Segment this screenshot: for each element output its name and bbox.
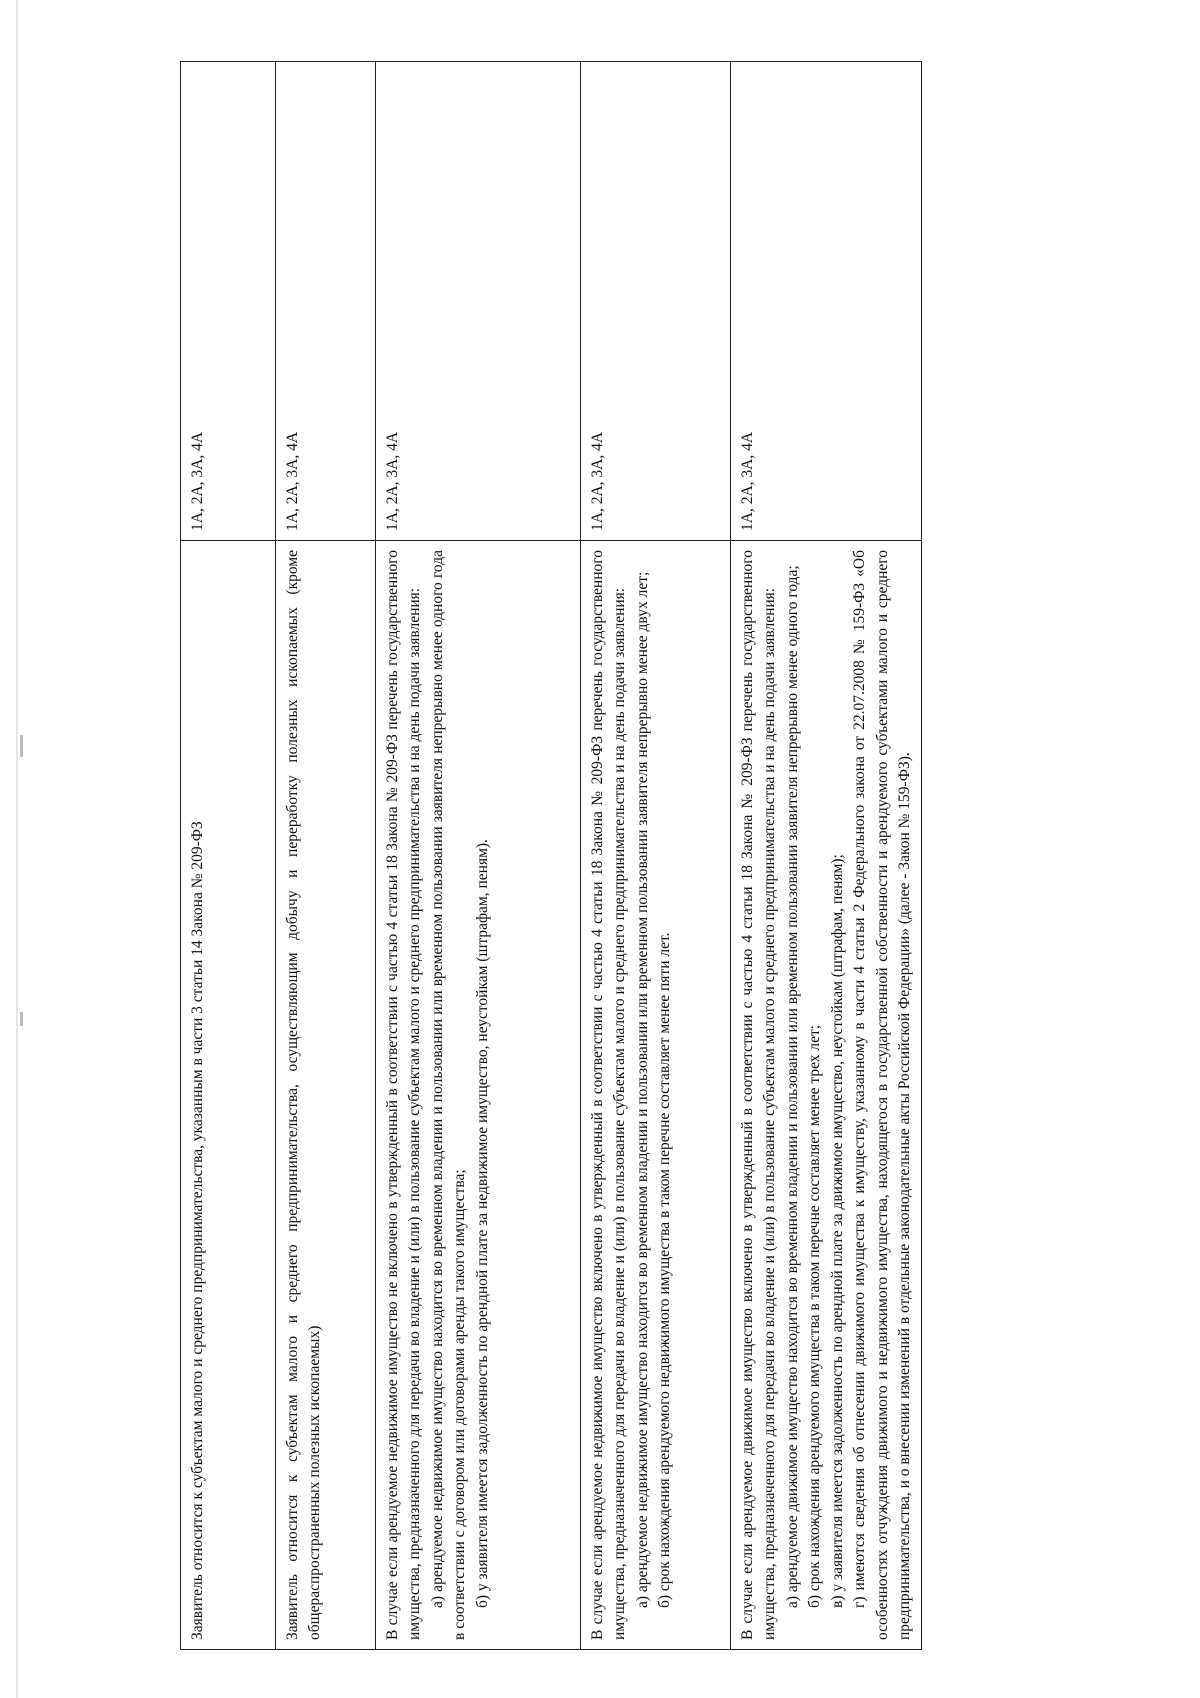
row-description (181, 541, 276, 1650)
paragraph: Заявитель относится к субъектам малого и среднего предпринимательства, указанным в части 3 статьи 14 Закона № 209-ФЗ (189, 821, 206, 1640)
paragraph: В случае если арендуемое движимое имущество включено в утвержденный в соответствии с частью 4 статьи 18 Закона № 209-ФЗ перечень государственного имущества, предназначенного для передачи во владение и (или) в пользование субъектам малого и среднего предпринимательства и на день подачи заявления: (739, 550, 779, 1640)
row-description (376, 541, 581, 1650)
scan-mark (20, 1012, 23, 1026)
table-row (181, 62, 276, 1650)
scan-mark (20, 735, 23, 757)
row-codes: 1А, 2А, 3А, 4А (276, 62, 376, 541)
row-description (581, 541, 731, 1650)
row-codes: 1А, 2А, 3А, 4А (376, 62, 581, 541)
rotated-page (180, 100, 914, 1650)
table-row (376, 62, 581, 1650)
paragraph: в) у заявителя имеется задолженность по арендной плате за движимое имущество, неустойкам (штрафам, пеням); (828, 854, 846, 1608)
paragraph: а) арендуемое движимое имущество находится во временном владении и пользовании или временном пользовании заявителя непрерывно менее одного года; (783, 565, 801, 1608)
paragraph: б) у заявителя имеется задолженность по арендной плате за недвижимое имущество, неустойкам (штрафам, пеням). (473, 839, 491, 1608)
scan-edge (16, 0, 18, 1698)
row-codes: 1А, 2А, 3А, 4А (731, 62, 922, 541)
paragraph: Заявитель относится к субъектам малого и среднего предпринимательства, осуществляющим добычу и переработку полезных ископаемых (кроме общераспространенных полезных ископаемых) (284, 550, 324, 1640)
row-codes: 1А, 2А, 3А, 4А (581, 62, 731, 541)
criteria-table (180, 61, 922, 1650)
paragraph: В случае если арендуемое недвижимое имущество не включено в утвержденный в соответствии с частью 4 статьи 18 Закона № 209-ФЗ перечень государственного имущества, предназначенного для передачи во владение и (или) в пользование субъектам малого и среднего предпринимательства и на день подачи заявления: (384, 550, 424, 1640)
row-codes: 1А, 2А, 3А, 4А (181, 62, 276, 541)
row-description (731, 541, 922, 1650)
paragraph: г) имеются сведения об отнесении движимого имущества к имуществу, указанному в части 4 статьи 2 Федерального закона от 22.07.2008 № 159-ФЗ «Об особенностях отчуждения движимого и недвижимого имущества, находящегося в государственной собственности и арендуемого субъектами малого и среднего предпринимательства, и о внесении изменений в отдельные законодательные акты Российской Федерации» (далее - Закон № 159-ФЗ). (851, 550, 914, 1640)
paragraph: а) арендуемое недвижимое имущество находится во временном владении и пользовании или временном пользовании заявителя непрерывно менее одного года в соответствии с договором или договорами аренды такого имущества; (428, 550, 469, 1640)
table-row (581, 62, 731, 1650)
row-description (276, 541, 376, 1650)
paragraph: а) арендуемое недвижимое имущество находится во временном владении и пользовании или временном пользовании заявителя непрерывно менее двух лет; (633, 571, 651, 1608)
paragraph: В случае если арендуемое недвижимое имущество включено в утвержденный в соответствии с частью 4 статьи 18 Закона № 209-ФЗ перечень государственного имущества, предназначенного для передачи во владение и (или) в пользование субъектам малого и среднего предпринимательства и на день подачи заявления: (589, 550, 629, 1640)
table-row (276, 62, 376, 1650)
paragraph: б) срок нахождения арендуемого имущества в таком перечне составляет менее трех лет; (806, 1024, 824, 1608)
table-row (731, 62, 922, 1650)
paragraph: б) срок нахождения арендуемого недвижимого имущества в таком перечне составляет менее пяти лет. (656, 932, 674, 1608)
